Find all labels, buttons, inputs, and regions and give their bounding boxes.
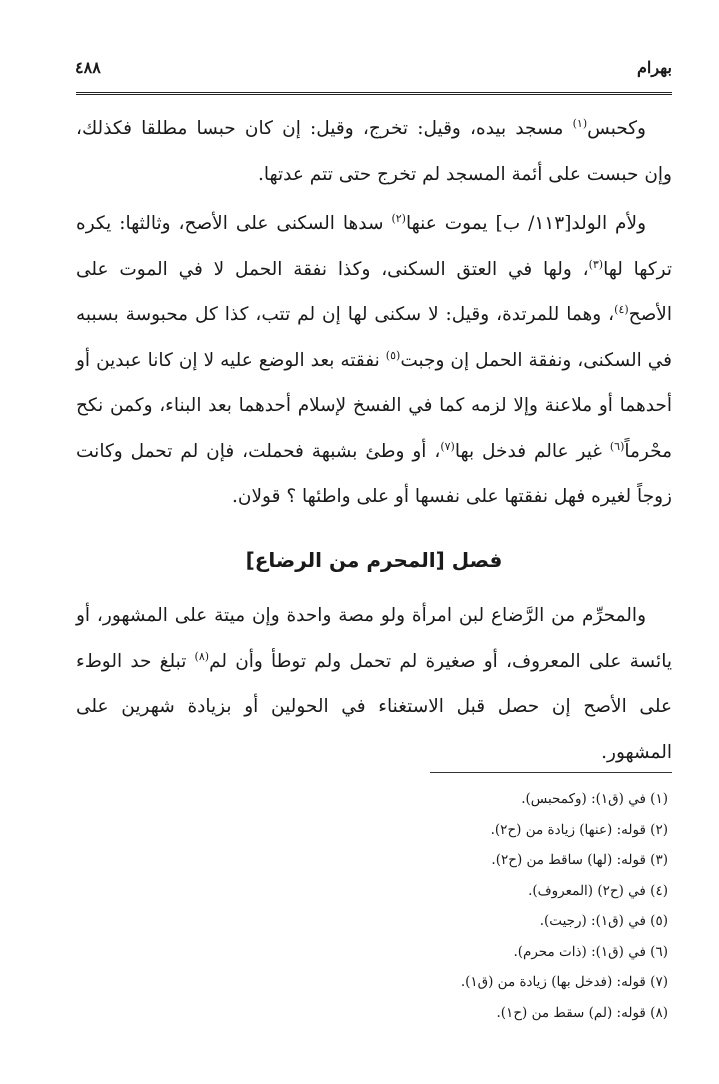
paragraph: [76, 201, 672, 520]
text-run: وكحبس: [587, 118, 646, 139]
paragraph: [76, 106, 672, 197]
header-rule: [76, 92, 672, 95]
text-run: ، وهما للمرتدة، وقيل: لا سكنى لها إن لم تتب، كذا كل محبوسة بسببه في السكنى، ونفقة الحمل إن وجبت: [76, 304, 672, 371]
footnotes: [76, 784, 672, 1028]
footnote: (٨) قوله: (لم) سقط من (ح١).: [496, 1004, 668, 1021]
footnote: (٤) في (ح٢) (المعروف).: [528, 882, 668, 899]
footnote-marker: (٢): [391, 212, 406, 225]
footnote-marker: (٨): [194, 649, 210, 663]
running-title: بهرام: [636, 58, 672, 77]
section-heading: فصل [المحرم من الرضاع]: [245, 547, 503, 572]
footnote: (٥) في (ق١): (رجيت).: [539, 913, 668, 929]
footnote-marker: (٥): [385, 348, 401, 362]
footnote: (٢) قوله: (عنها) زيادة من (ح٢).: [490, 821, 668, 838]
text-run: نفقته بعد الوضع عليه لا إن كانا عبدين أو أحدهما أو ملاعنة وإلا لزمه كما في الفسخ لإسلام أحدهما بعد البناء، وكمن نكح محْرماً: [76, 349, 672, 462]
text-run: ، ولها في العتق السكنى، وكذا نفقة الحمل لا في الموت على الأصح: [76, 258, 672, 325]
text-run: والمحرِّم من الرَّضاع لبن امرأة ولو مصة واحدة وإن ميتة على المشهور، أو يائسة على المعروف، أو صغيرة لم تحمل ولم توطأ وأن لم: [76, 605, 672, 672]
text-run: غير عالم فدخل بها: [454, 440, 610, 462]
text-run: تبلغ حد الوطء على الأصح إن حصل قبل الاستغناء في الحولين أو بزيادة شهرين على المشهور.: [76, 650, 672, 763]
footnote-marker: (٦): [609, 439, 625, 453]
footnote-marker: (٤): [614, 303, 629, 316]
footnote: (٦) في (ق١): (ذات محرم).: [513, 943, 668, 960]
footnote-marker: (٧): [440, 439, 455, 453]
text-run: ، أو وطئ بشبهة فحملت، فإن لم تحمل وكانت زوجاً لغيره فهل نفقتها على نفسها أو على واطئها ؟ قولان.: [76, 440, 672, 507]
footnote: (١) في (ق١): (وكمحبس).: [521, 791, 668, 807]
text-run: ولأم الولد[١١٣/ ب] يموت عنها: [405, 213, 646, 234]
page-number: ٤٨٨: [75, 58, 101, 77]
paragraph: [76, 593, 672, 775]
main-text: [76, 106, 672, 775]
text-run: مسجد بيده، وقيل: تخرج، وقيل: إن كان حبسا مطلقا فكذلك، وإن حبست على أئمة المسجد لم تخرج حتى تتم عدتها.: [76, 118, 672, 185]
footnote: (٧) قوله: (فدخل بها) زيادة من (ق١).: [460, 974, 668, 990]
footnote: (٣) قوله: (لها) ساقط من (ح٢).: [491, 852, 668, 868]
footnote-marker: (٣): [588, 257, 604, 271]
page-header: [75, 58, 672, 86]
footnote-marker: (١): [572, 117, 588, 130]
footnote-rule: [430, 772, 672, 773]
text-run: سدها السكنى على الأصح، وثالثها: يكره تركها لها: [76, 213, 673, 280]
